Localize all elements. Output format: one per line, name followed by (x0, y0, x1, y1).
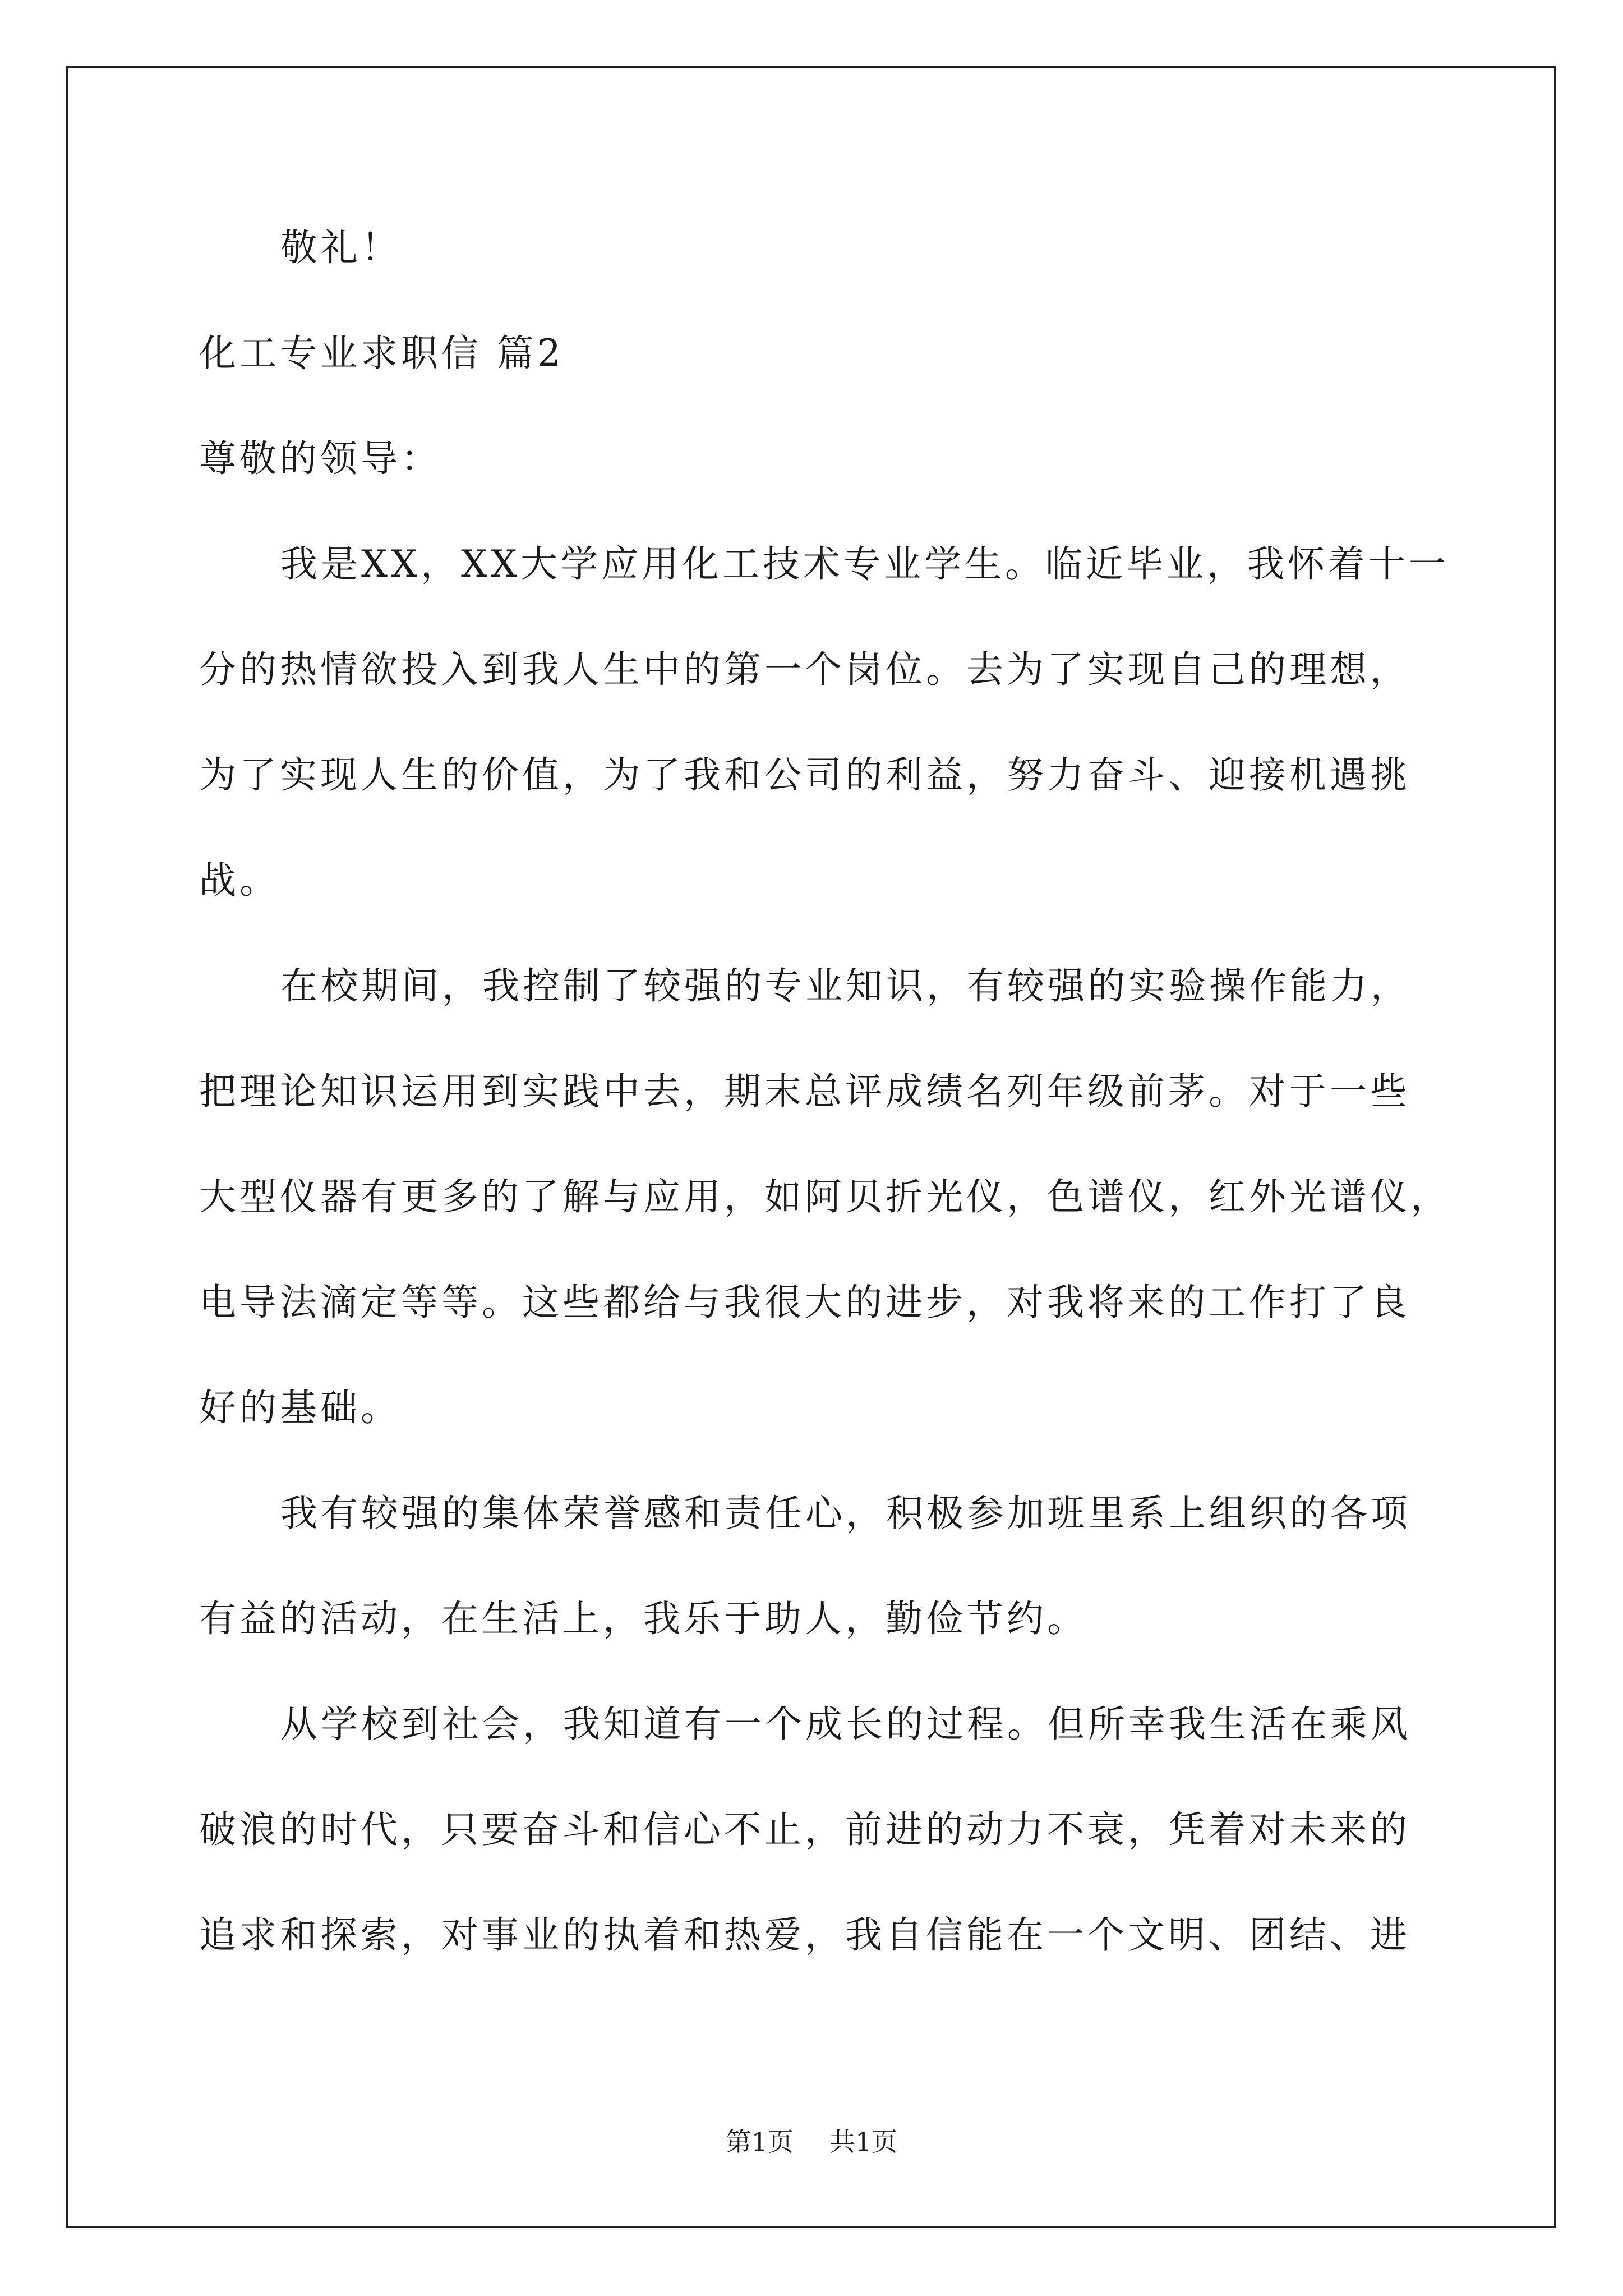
paragraph-3-line-2: 有益的活动，在生活上，我乐于助人，勤俭节约。 (199, 1597, 1087, 1640)
paragraph-2-line-1: 在校期间，我控制了较强的专业知识，有较强的实验操作能力， (280, 964, 1411, 1007)
paragraph-4-line-2: 破浪的时代，只要奋斗和信心不止，前进的动力不衰，凭着对未来的 (199, 1808, 1410, 1851)
paragraph-3-line-1: 我有较强的集体荣誉感和责任心，积极参加班里系上组织的各项 (280, 1492, 1411, 1535)
paragraph-2-line-2: 把理论知识运用到实践中去，期末总评成绩名列年级前茅。对于一些 (199, 1070, 1410, 1113)
paragraph-2-line-5: 好的基础。 (199, 1386, 401, 1429)
paragraph-4-line-3: 追求和探索，对事业的执着和热爱，我自信能在一个文明、团结、进 (199, 1913, 1410, 1957)
paragraph-2-line-4: 电导法滴定等等。这些都给与我很大的进步，对我将来的工作打了良 (199, 1281, 1410, 1324)
closing-salutation: 敬礼！ (280, 226, 402, 269)
greeting-line: 尊敬的领导： (199, 437, 441, 480)
paragraph-1-line-3: 为了实现人生的价值，为了我和公司的利益，努力奋斗、迎接机遇挑 (199, 753, 1410, 797)
paragraph-1-line-2: 分的热情欲投入到我人生中的第一个岗位。去为了实现自己的理想， (199, 648, 1410, 691)
paragraph-2-line-3: 大型仪器有更多的了解与应用，如阿贝折光仪，色谱仪，红外光谱仪， (199, 1175, 1451, 1218)
paragraph-1-line-1: 我是XX，XX大学应用化工技术专业学生。临近毕业，我怀着十一 (280, 542, 1449, 586)
paragraph-4-line-1: 从学校到社会，我知道有一个成长的过程。但所幸我生活在乘风 (280, 1703, 1411, 1746)
section-heading: 化工专业求职信 篇2 (199, 332, 564, 375)
page-number: 第1页 (725, 2127, 794, 2157)
page-border (66, 66, 1556, 2228)
paragraph-1-line-4: 战。 (199, 859, 280, 902)
page-total: 共1页 (829, 2127, 898, 2157)
page-footer (0, 2126, 1623, 2157)
